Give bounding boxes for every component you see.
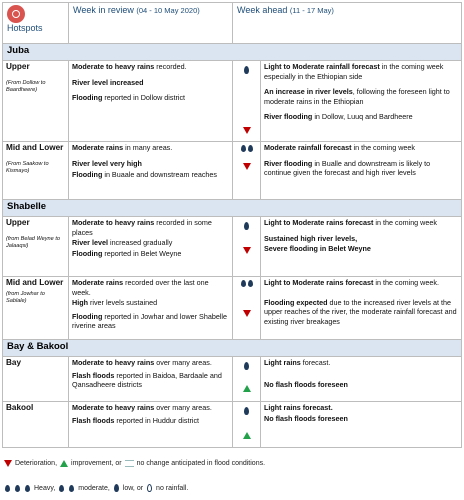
moderate-rain-icon bbox=[59, 485, 64, 492]
week-ahead-title: Week ahead bbox=[237, 5, 288, 15]
deterioration-icon bbox=[243, 310, 251, 317]
region-cell bbox=[3, 277, 69, 340]
review-text: over many areas. bbox=[154, 403, 212, 412]
ahead-text-bold: Light to Moderate rainfall forecast bbox=[264, 62, 380, 71]
row-shabelle-midlower bbox=[3, 277, 462, 340]
legend-rainfall bbox=[4, 484, 188, 492]
low-rain-icon bbox=[244, 66, 249, 74]
region-name: Bakool bbox=[6, 403, 34, 412]
review-text-bold: Moderate rains bbox=[72, 143, 124, 152]
moderate-rain-icon bbox=[69, 485, 74, 492]
review-cell bbox=[69, 277, 233, 340]
section-juba-label: Juba bbox=[3, 44, 462, 61]
review-cell bbox=[69, 61, 233, 142]
review-text-bold: Flooding bbox=[72, 248, 103, 258]
ahead-text-bold: River flooding bbox=[264, 158, 313, 168]
review-text-bold: River level increased bbox=[72, 77, 144, 87]
review-text-bold: High bbox=[72, 298, 88, 308]
region-cell bbox=[3, 357, 69, 402]
row-bakool bbox=[3, 402, 462, 448]
ahead-text: due to the increased river levels at the upper reaches of the river, the moderate rainfall forecast and existing river breakages bbox=[264, 297, 457, 326]
review-text-bold: Flooding bbox=[72, 311, 103, 321]
table-header bbox=[3, 3, 462, 44]
section-shabelle-label: Shabelle bbox=[3, 200, 462, 217]
moderate-rain-icon bbox=[241, 145, 246, 152]
ahead-text-bold: No flash floods foreseen bbox=[264, 379, 348, 389]
review-text-bold: Flooding bbox=[72, 170, 103, 180]
review-text-bold: Moderate to heavy rains bbox=[72, 62, 155, 71]
ahead-cell bbox=[261, 402, 462, 448]
ahead-cell bbox=[261, 357, 462, 402]
review-text: reported in Baidoa, Bardaale and Qansadheere districts bbox=[72, 370, 222, 390]
moderate-rain-icon bbox=[248, 145, 253, 152]
week-ahead-dates: (11 - 17 May) bbox=[289, 6, 334, 15]
ahead-text-bold: Light to Moderate rains forecast bbox=[264, 218, 374, 227]
region-name: Upper bbox=[6, 218, 30, 227]
symbol-cell bbox=[233, 61, 261, 142]
symbol-cell bbox=[233, 217, 261, 277]
heavy-rain-icon bbox=[25, 485, 30, 492]
hotspots-logo-icon bbox=[7, 5, 25, 23]
legend-deterioration: Deterioration, bbox=[15, 460, 58, 467]
region-range: (From Dollow to Baardheere) bbox=[6, 79, 46, 93]
symbol-cell bbox=[233, 402, 261, 448]
region-cell bbox=[3, 217, 69, 277]
low-rain-icon bbox=[244, 362, 249, 370]
region-cell bbox=[3, 142, 69, 200]
review-cell bbox=[69, 357, 233, 402]
week-in-review-header bbox=[69, 3, 233, 44]
ahead-text: in Bualle and downstream is likely to continue given the forecast and high river levels bbox=[264, 158, 431, 178]
review-cell bbox=[69, 402, 233, 448]
legend-improvement: improvement, or bbox=[71, 460, 122, 467]
region-name: Bay bbox=[6, 358, 22, 367]
legend-no-change: no change anticipated in flood conditions. bbox=[136, 460, 266, 467]
review-text: in many areas. bbox=[123, 143, 173, 152]
ahead-cell bbox=[261, 142, 462, 200]
ahead-text-bold: No flash floods foreseen bbox=[264, 413, 348, 423]
ahead-text: , following the foreseen light to moderate rains in the Ethiopian bbox=[264, 87, 450, 106]
ahead-text-bold: Light to Moderate rains forecast bbox=[264, 278, 374, 287]
symbol-cell bbox=[233, 357, 261, 402]
row-bay bbox=[3, 357, 462, 402]
review-text: recorded over the last one week. bbox=[72, 278, 209, 297]
region-range: (From Saakow to Kismayo) bbox=[6, 160, 49, 174]
ahead-text: in Dollow, Luuq and Bardheere bbox=[312, 112, 413, 122]
review-text-bold: Moderate to heavy rains bbox=[72, 358, 155, 367]
review-text-bold: Flash floods bbox=[72, 370, 115, 380]
review-text: recorded. bbox=[154, 62, 187, 71]
moderate-rain-icon bbox=[241, 280, 246, 287]
ahead-text: in the coming week. bbox=[373, 278, 439, 287]
ahead-text-bold: River flooding bbox=[264, 112, 313, 122]
hotspots-table-container bbox=[2, 2, 461, 448]
review-text-bold: River level bbox=[72, 238, 108, 248]
ahead-text-bold: Flooding expected bbox=[264, 297, 328, 307]
review-text: river levels sustained bbox=[87, 298, 158, 308]
row-shabelle-upper bbox=[3, 217, 462, 277]
review-text: reported in Belet Weyne bbox=[102, 248, 182, 258]
deterioration-icon bbox=[243, 247, 251, 254]
improvement-icon bbox=[243, 385, 251, 392]
legend-low: low, or bbox=[122, 484, 144, 492]
low-rain-icon bbox=[244, 407, 249, 415]
region-cell bbox=[3, 61, 69, 142]
moderate-rain-icon bbox=[248, 280, 253, 287]
legend-moderate: moderate, bbox=[78, 484, 110, 492]
ahead-text-bold: Sustained high river levels, bbox=[264, 233, 358, 243]
ahead-text-bold: Severe flooding in Belet Weyne bbox=[264, 244, 371, 254]
section-bay-bakool-label: Bay & Bakool bbox=[3, 340, 462, 357]
ahead-text-bold: An increase in river levels bbox=[264, 87, 353, 97]
symbol-cell bbox=[233, 142, 261, 200]
region-range: (from Jowhar to Sablale) bbox=[6, 290, 45, 304]
hotspots-header-cell bbox=[3, 3, 69, 44]
ahead-cell bbox=[261, 61, 462, 142]
review-text-bold: Moderate to heavy rains bbox=[72, 218, 155, 227]
review-text: recorded in some places bbox=[72, 218, 212, 237]
section-juba bbox=[3, 44, 462, 61]
section-bay-bakool bbox=[3, 340, 462, 357]
review-cell bbox=[69, 217, 233, 277]
deterioration-icon bbox=[4, 460, 12, 467]
review-text: over many areas. bbox=[154, 358, 212, 367]
ahead-text-bold: Light rains bbox=[264, 358, 301, 367]
review-text-bold: Flash floods bbox=[72, 415, 115, 425]
week-ahead-header bbox=[233, 3, 462, 44]
review-text-bold: River level very high bbox=[72, 158, 142, 168]
week-in-review-title: Week in review bbox=[73, 5, 134, 15]
row-juba-upper bbox=[3, 61, 462, 142]
legend-trend bbox=[4, 460, 265, 467]
ahead-text-bold: Light rains forecast. bbox=[264, 403, 333, 412]
row-juba-midlower bbox=[3, 142, 462, 200]
review-cell bbox=[69, 142, 233, 200]
region-name: Mid and Lower bbox=[6, 278, 64, 287]
legend-no-rain: no rainfall. bbox=[156, 484, 189, 492]
review-text-bold: Moderate to heavy rains bbox=[72, 403, 155, 412]
deterioration-icon bbox=[243, 163, 251, 170]
legend-heavy: Heavy, bbox=[34, 484, 56, 492]
section-shabelle bbox=[3, 200, 462, 217]
ahead-cell bbox=[261, 277, 462, 340]
review-text: in Buaale and downstream reaches bbox=[102, 170, 218, 180]
no-change-icon bbox=[125, 460, 134, 467]
review-text-bold: Flooding bbox=[72, 93, 103, 103]
review-text: increased gradually bbox=[107, 238, 173, 248]
week-in-review-dates: (04 - 10 May 2020) bbox=[136, 6, 200, 15]
review-text: reported in Huddur district bbox=[114, 415, 200, 425]
ahead-text: in the coming week especially in the Ethiopian side bbox=[264, 62, 444, 81]
no-rain-icon bbox=[147, 484, 152, 492]
ahead-text: in the coming week bbox=[373, 218, 437, 227]
low-rain-icon bbox=[244, 222, 249, 230]
review-text-bold: Moderate rains bbox=[72, 278, 124, 287]
heavy-rain-icon bbox=[5, 485, 10, 492]
deterioration-icon bbox=[243, 127, 251, 134]
region-cell bbox=[3, 402, 69, 448]
hotspots-table bbox=[2, 2, 462, 448]
ahead-text: forecast. bbox=[300, 358, 331, 367]
low-rain-icon bbox=[114, 484, 119, 492]
improvement-icon bbox=[60, 460, 68, 467]
symbol-cell bbox=[233, 277, 261, 340]
region-name: Mid and Lower bbox=[6, 143, 64, 152]
improvement-icon bbox=[243, 432, 251, 439]
region-range: (from Belad Weyne to Jalaaqsi) bbox=[6, 235, 60, 249]
review-text: reported in Dollow district bbox=[102, 93, 186, 103]
ahead-text: in the coming week bbox=[351, 143, 416, 152]
ahead-cell bbox=[261, 217, 462, 277]
review-text: reported in Jowhar and lower Shabelle riverine areas bbox=[72, 311, 228, 331]
hotspots-label: Hotspots bbox=[7, 23, 43, 33]
ahead-text-bold: Moderate rainfall forecast bbox=[264, 143, 352, 152]
region-name: Upper bbox=[6, 62, 30, 71]
heavy-rain-icon bbox=[15, 485, 20, 492]
